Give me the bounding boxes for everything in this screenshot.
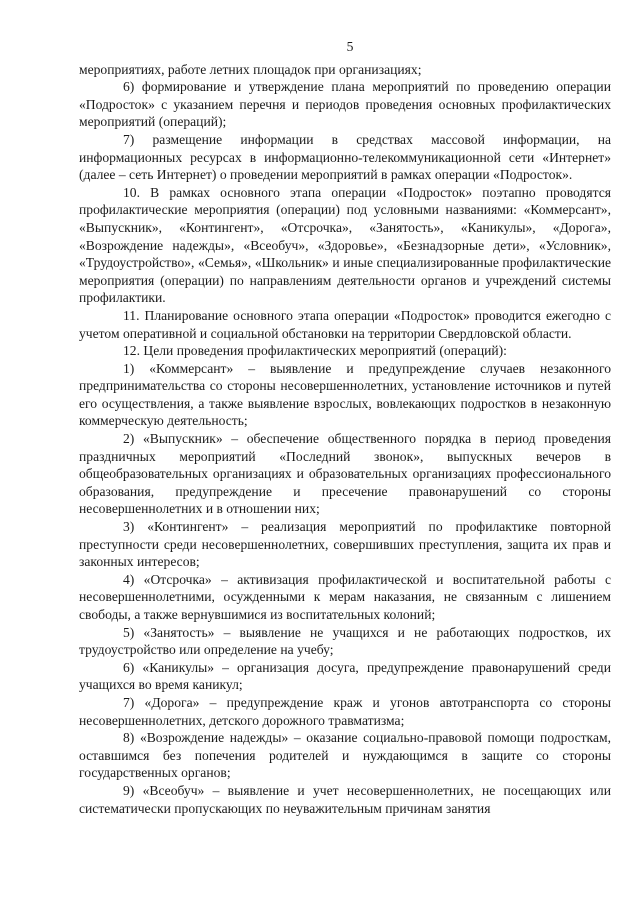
goal-zanyatost: 5) «Занятость» – выявление не учащихся и не работающих подростков, их трудоустройство или определение на учебу; [79,624,611,658]
paragraph-12-goals: 12. Цели проведения профилактических мероприятий (операций): [123,343,507,359]
goal-kontingent: 3) «Контингент» – реализация мероприятий по профилактике повторной преступности среди несовершеннолетних, совершивших преступления, защита их прав и законных интересов; [79,519,611,570]
goal-vozrozhdenie-nadezhdy: 8) «Возрождение надежды» – оказание социально-правовой помощи подросткам, оставшимся без попечения родителей и нуждающимся в защите со стороны государственных органов; [79,730,611,781]
paragraph-continuation: мероприятиях, работе летних площадок при организациях; [79,61,422,77]
paragraph-item-6-plan: 6) формирование и утверждение плана мероприятий по проведению операции «Подросток» с указанием перечня и периодов проведения основных профилактических мероприятий (операций); [79,79,611,130]
goal-kommersant: 1) «Коммерсант» – выявление и предупреждение случаев незаконного предпринимательства со стороны несовершеннолетних, установление источников и путей его осуществления, а также выявление взрослых, вовлекающих подростков в незаконную коммерческую деятельность; [79,360,611,429]
paragraph-10-main-stage: 10. В рамках основного этапа операции «Подросток» поэтапно проводятся профилактические мероприятия (операции) под условными названиями: «Коммерсант», «Выпускник», «Контингент», «Отсрочка», «Занятость», «Каникулы», «Дорога», «Возрождение надежды», «Всеобуч», «Здоровье», «Безнадзорные дети», «Условник», «Трудоустройство», «Семья», «Школьник» и иные специализированные профилактические мероприятия (операции) по направлениям деятельности органов и учреждений системы профилактики. [79,184,611,306]
goal-kanikuly: 6) «Каникулы» – организация досуга, предупреждение правонарушений среди учащихся во время каникул; [79,659,611,693]
page-number: 5 [346,39,354,54]
paragraph-11-planning: 11. Планирование основного этапа операции «Подросток» проводится ежегодно с учетом оперативной и социальной обстановки на территории Свердловской области. [79,307,611,341]
goal-vypusknik: 2) «Выпускник» – обеспечение общественного порядка в период проведения праздничных мероприятий «Последний звонок», выпускных вечеров в общеобразовательных организациях и образовательных организациях профессионального образования, предупреждение и пресечение правонарушений со стороны несовершеннолетних и в отношении них; [79,431,611,517]
paragraph-item-7-media: 7) размещение информации в средствах массовой информации, на информационных ресурсах в информационно-телекоммуникационной сети «Интернет» (далее – сеть Интернет) о проведении мероприятий в рамках операции «Подросток». [79,131,611,183]
goal-otsrochka: 4) «Отсрочка» – активизация профилактической и воспитательной работы с несовершеннолетними, осужденными к мерам наказания, не связанным с лишением свободы, а также вернувшимися из воспитательных колоний; [79,571,611,622]
goal-vseobuch: 9) «Всеобуч» – выявление и учет несовершеннолетних, не посещающих или систематически пропускающих по неуважительным причинам занятия [79,782,611,816]
goal-doroga: 7) «Дорога» – предупреждение краж и угонов автотранспорта со стороны несовершеннолетних, детского дорожного травматизма; [79,694,611,728]
